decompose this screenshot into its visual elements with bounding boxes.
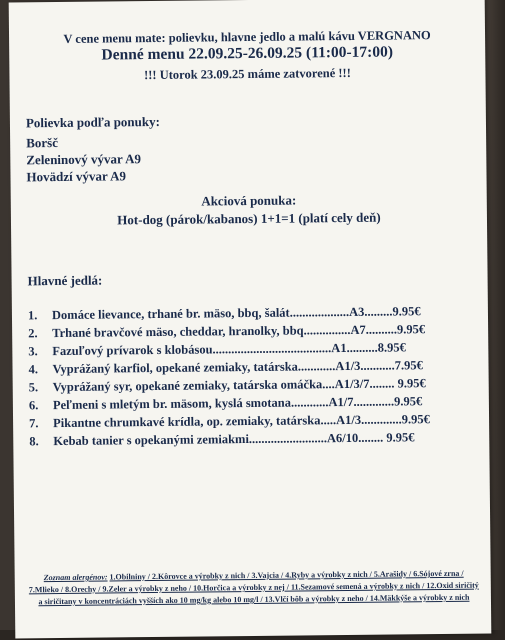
main-item: [28, 322, 425, 341]
soup-section-title: Polievka podľa ponuky:: [25, 113, 160, 131]
allergen-label: Zoznam alergénov:: [43, 572, 108, 583]
main-item-text: Pikantne chrumkavé krídla, op. zemiaky, tatárska.....A1/3.............9.95€: [53, 412, 430, 431]
main-item-text: Kebab tanier s opekanými zemiakmi.........................A6/10........ 9.95€: [53, 430, 415, 449]
main-item-number: 7.: [29, 416, 39, 431]
main-item-text: Vyprážaný karfiol, opekané zemiaky, tatárska............A1/3...........7.95€: [52, 358, 423, 377]
soup-item: Hovädzí vývar A9: [26, 168, 127, 185]
promo-text: Hot-dog (párok/kabanos) 1+1=1 (platí cely deň): [117, 209, 381, 228]
main-item-text: Vyprážaný syr, opekané zemiaky, tatárska omáčka....A1/3/7........ 9.95€: [52, 376, 426, 395]
main-item: [29, 412, 430, 431]
header-closed-notice: !!! Utorok 23.09.25 máme zatvorené !!!: [143, 65, 351, 83]
main-item-number: 3.: [28, 344, 38, 359]
main-item-text: Fazuľový prívarok s klobásou......................................A1..........8.95€: [52, 340, 406, 359]
header-menu-title: Denné menu 22.09.25-26.09.25 (11:00-17:00): [101, 43, 394, 64]
main-item-number: 2.: [28, 326, 38, 341]
main-item: [28, 304, 421, 323]
main-item: [29, 394, 422, 413]
main-item: [29, 430, 414, 449]
main-item-text: Domáce lievance, trhané br. mäso, bbq, šalát...................A3.........9.95€: [51, 304, 421, 323]
soup-item: Boršč: [26, 135, 59, 151]
soup-item: Zeleninový vývar A9: [26, 151, 142, 168]
main-item: [28, 358, 423, 377]
main-item-number: 8.: [29, 434, 39, 449]
header-included-items: V cene menu mate: polievku, hlavne jedlo a malú kávu VERGNANO: [63, 28, 431, 46]
main-item-number: 4.: [28, 362, 38, 377]
main-item-number: 6.: [28, 398, 39, 413]
main-item: [29, 376, 426, 395]
main-item-text: Peľmeni s mletým br. mäsom, kyslá smotana............A1/7.............9.95€: [52, 394, 423, 413]
promo-title: Akciová ponuka:: [201, 192, 297, 209]
main-item-number: 1.: [27, 308, 38, 323]
main-item-number: 5.: [28, 380, 39, 395]
allergen-text: 1.Obilniny / 2.Kôrovce a výrobky z nich / 3.Vajcia / 4.Ryby a výrobky z nich / 5.Arašidy / 6.Sójové zrna / 7.Mlieko / 8.Orechy / 9.Zeler a výrobky z neho / 10.Horčica a výrobky z nej / 11.Sezamové semená a výrobky z nich / 12.Oxid siričitý a siričitany v koncentráciách vyšších ako 10 mg/kg alebo 10 mg/l / 13.Vlčí bôb a výrobky z neho / 14.Mäkkýše a výrobky z nich: [28, 568, 479, 607]
main-item-text: Trhané bravčové mäso, cheddar, hranolky, bbq...............A7..........9.95€: [52, 322, 426, 341]
main-item: [28, 340, 406, 359]
allergen-list: [29, 568, 479, 609]
menu-sheet: [9, 0, 492, 638]
main-section-title: Hlavné jedlá:: [27, 272, 103, 289]
